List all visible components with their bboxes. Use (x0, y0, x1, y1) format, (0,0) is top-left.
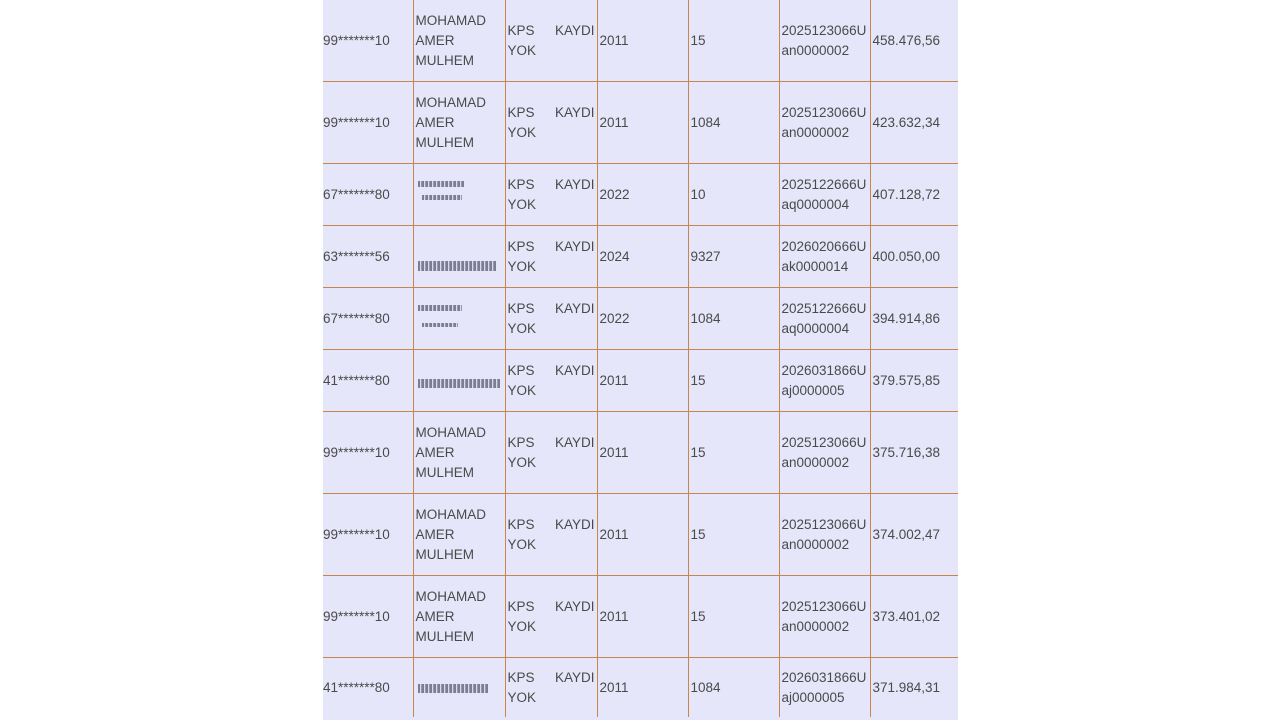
kps-word: KPS (507, 104, 535, 120)
code-cell: 15 (688, 0, 779, 82)
kps-word: KAYDI (554, 516, 595, 532)
kps-word: KPS (507, 238, 535, 254)
ref-line: 2026031866U (781, 362, 867, 378)
id-cell: 99*******10 (323, 576, 413, 658)
kps-cell (505, 350, 597, 412)
amount-cell: 423.632,34 (870, 82, 958, 164)
ref-line: ak0000014 (781, 258, 849, 274)
name-cell (413, 412, 505, 494)
name-line: MULHEM (415, 134, 475, 150)
table-row (323, 226, 958, 288)
kps-word: KPS (507, 598, 535, 614)
name-cell (413, 350, 505, 412)
table-row (323, 0, 958, 82)
ref-line: aj0000005 (781, 689, 845, 705)
kps-word: KAYDI (554, 598, 595, 614)
ref-line: aj0000005 (781, 382, 845, 398)
amount-cell: 371.984,31 (870, 658, 958, 718)
name-line: MULHEM (415, 628, 475, 644)
ref-line: 2025122666U (781, 300, 867, 316)
name-line: MOHAMAD (415, 94, 486, 110)
ref-line: 2026020666U (781, 238, 867, 254)
table-row (323, 412, 958, 494)
name-line: MOHAMAD (415, 506, 486, 522)
ref-line: 2025123066U (781, 104, 867, 120)
ref-line: 2025122666U (781, 176, 867, 192)
name-line: MULHEM (415, 546, 475, 562)
name-cell (413, 226, 505, 288)
name-cell (413, 288, 505, 350)
ref-cell (779, 658, 870, 718)
code-cell: 1084 (688, 288, 779, 350)
kps-word: KPS (507, 22, 535, 38)
kps-word: YOK (507, 689, 537, 705)
year-cell: 2024 (597, 226, 688, 288)
id-cell: 99*******10 (323, 82, 413, 164)
kps-word: KAYDI (554, 300, 595, 316)
amount-cell: 458.476,56 (870, 0, 958, 82)
amount-cell: 407.128,72 (870, 164, 958, 226)
id-cell: 99*******10 (323, 494, 413, 576)
name-cell (413, 164, 505, 226)
kps-word: YOK (507, 536, 537, 552)
year-cell: 2011 (597, 82, 688, 164)
year-cell: 2011 (597, 494, 688, 576)
table-row (323, 658, 958, 718)
year-cell: 2011 (597, 658, 688, 718)
kps-word: KPS (507, 434, 535, 450)
table-row (323, 288, 958, 350)
name-cell (413, 658, 505, 718)
kps-word: KPS (507, 516, 535, 532)
kps-cell (505, 226, 597, 288)
table-row (323, 164, 958, 226)
kps-word: KAYDI (554, 669, 595, 685)
kps-cell (505, 288, 597, 350)
amount-cell: 374.002,47 (870, 494, 958, 576)
name-line: AMER (415, 32, 455, 48)
kps-word: KPS (507, 669, 535, 685)
amount-cell: 373.401,02 (870, 576, 958, 658)
year-cell: 2022 (597, 288, 688, 350)
kps-cell (505, 658, 597, 718)
id-cell: 67*******80 (323, 164, 413, 226)
ref-line: aq0000004 (781, 196, 850, 212)
ref-line: an0000002 (781, 536, 850, 552)
name-line: MOHAMAD (415, 588, 486, 604)
code-cell: 15 (688, 494, 779, 576)
kps-word: KAYDI (554, 362, 595, 378)
ref-line: 2025123066U (781, 516, 867, 532)
kps-word: YOK (507, 618, 537, 634)
code-cell: 1084 (688, 82, 779, 164)
name-line: MOHAMAD (415, 424, 486, 440)
name-cell (413, 576, 505, 658)
ref-cell (779, 494, 870, 576)
redacted-name (416, 670, 503, 710)
kps-word: YOK (507, 258, 537, 274)
kps-cell (505, 576, 597, 658)
ref-line: 2025123066U (781, 434, 867, 450)
id-cell: 63*******56 (323, 226, 413, 288)
year-cell: 2011 (597, 576, 688, 658)
document-page (323, 0, 958, 720)
name-line: MULHEM (415, 52, 475, 68)
name-line: AMER (415, 114, 455, 130)
ref-line: 2026031866U (781, 669, 867, 685)
year-cell: 2011 (597, 412, 688, 494)
kps-word: KAYDI (554, 434, 595, 450)
kps-word: KPS (507, 176, 535, 192)
code-cell: 15 (688, 576, 779, 658)
name-line: MULHEM (415, 464, 475, 480)
kps-cell (505, 412, 597, 494)
ref-cell (779, 82, 870, 164)
year-cell: 2011 (597, 350, 688, 412)
id-cell: 99*******10 (323, 412, 413, 494)
kps-word: YOK (507, 320, 537, 336)
ref-cell (779, 226, 870, 288)
ref-cell (779, 0, 870, 82)
amount-cell: 379.575,85 (870, 350, 958, 412)
kps-word: KAYDI (554, 176, 595, 192)
kps-word: YOK (507, 196, 537, 212)
kps-word: KAYDI (554, 104, 595, 120)
kps-word: YOK (507, 42, 537, 58)
ref-line: 2025123066U (781, 22, 867, 38)
ref-line: 2025123066U (781, 598, 867, 614)
ref-cell (779, 164, 870, 226)
ref-line: an0000002 (781, 454, 850, 470)
kps-cell (505, 164, 597, 226)
year-cell: 2022 (597, 164, 688, 226)
redacted-name (416, 239, 503, 279)
kps-word: KAYDI (554, 238, 595, 254)
year-cell: 2011 (597, 0, 688, 82)
ref-line: an0000002 (781, 618, 850, 634)
ref-line: an0000002 (781, 42, 850, 58)
code-cell: 10 (688, 164, 779, 226)
kps-cell (505, 0, 597, 82)
kps-word: KPS (507, 300, 535, 316)
table-row (323, 576, 958, 658)
name-line: AMER (415, 608, 455, 624)
code-cell: 15 (688, 350, 779, 412)
table-row (323, 82, 958, 164)
name-cell (413, 82, 505, 164)
name-line: MOHAMAD (415, 12, 486, 28)
kps-word: YOK (507, 382, 537, 398)
ref-line: aq0000004 (781, 320, 850, 336)
kps-word: YOK (507, 124, 537, 140)
code-cell: 9327 (688, 226, 779, 288)
ref-line: an0000002 (781, 124, 850, 140)
amount-cell: 400.050,00 (870, 226, 958, 288)
code-cell: 15 (688, 412, 779, 494)
ref-cell (779, 412, 870, 494)
id-cell: 67*******80 (323, 288, 413, 350)
kps-word: YOK (507, 454, 537, 470)
records-table (323, 0, 958, 717)
name-cell (413, 494, 505, 576)
id-cell: 41*******80 (323, 350, 413, 412)
table-row (323, 494, 958, 576)
code-cell: 1084 (688, 658, 779, 718)
kps-word: KAYDI (554, 22, 595, 38)
redacted-name (416, 177, 503, 217)
amount-cell: 375.716,38 (870, 412, 958, 494)
redacted-name (416, 363, 503, 403)
kps-cell (505, 494, 597, 576)
id-cell: 41*******80 (323, 679, 390, 695)
ref-cell (779, 288, 870, 350)
name-line: AMER (415, 444, 455, 460)
name-cell (413, 0, 505, 82)
id-cell: 99*******10 (323, 0, 413, 82)
kps-word: KPS (507, 362, 535, 378)
kps-cell (505, 82, 597, 164)
ref-cell (779, 350, 870, 412)
name-line: AMER (415, 526, 455, 542)
amount-cell: 394.914,86 (870, 288, 958, 350)
ref-cell (779, 576, 870, 658)
redacted-name (416, 301, 503, 341)
table-row (323, 350, 958, 412)
